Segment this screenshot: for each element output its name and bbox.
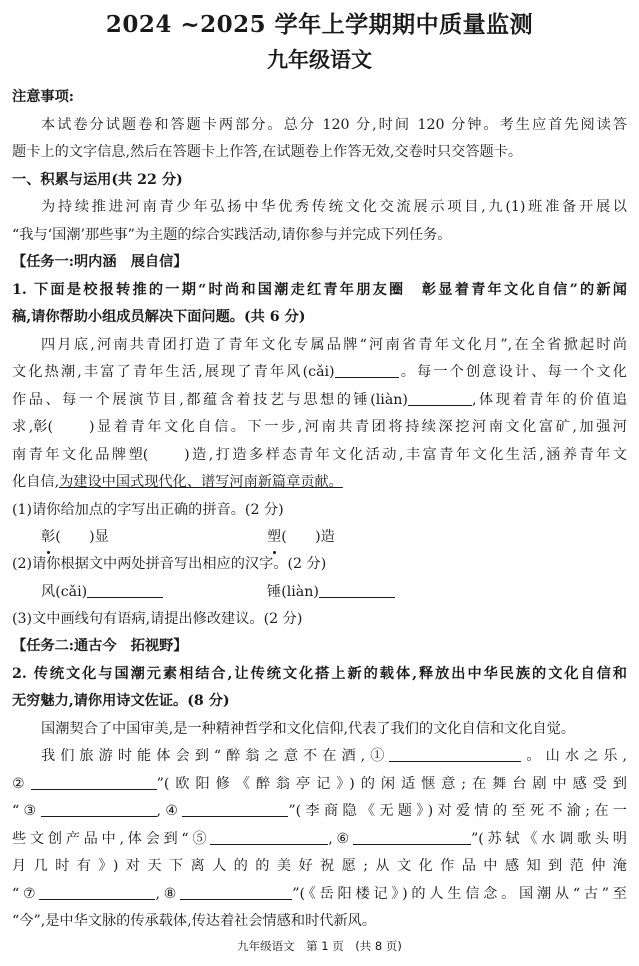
- answer-blank[interactable]: [389, 746, 521, 762]
- q2-line-2: 无穷魅力,请你用诗文佐证。(8 分): [12, 693, 230, 709]
- pinyin-item-text: ( )造: [281, 529, 335, 545]
- notice-heading: 注意事项:: [12, 89, 74, 105]
- poem-line-6: 月几时有》)对天下离人的的美好祝愿;从文化作品中感知到范仲淹: [12, 858, 627, 874]
- news-text: 。每一个创意设计、每一个文化: [398, 364, 627, 380]
- poem-text: ,⑥: [328, 830, 353, 847]
- notice-line-1: 本试卷分试题卷和答题卡两部分。总分 120 分,时间 120 分钟。考生应首先阅读答: [41, 116, 627, 133]
- q1-sub-1: (1)请你给加点的字写出正确的拼音。(2 分): [12, 501, 284, 518]
- q1-sub-3: (3)文中画线句有语病,请提出修改建议。(2 分): [12, 610, 303, 627]
- q2-line-1: 2. 传统文化与国潮元素相结合,让传统文化搭上新的载体,释放出中华民族的文化自信和: [12, 665, 627, 682]
- dotted-char: 塑: [129, 442, 143, 470]
- q1-line-1: 1. 下面是校报转推的一期“时尚和国潮走红青年朋友圈 彰显着青年文化自信”的新闻: [12, 281, 627, 298]
- poem-text: 我们旅游时能体会到“醉翁之意不在酒,①: [41, 748, 390, 764]
- exam-title: 2024 ~2025 学年上学期期中质量监测: [105, 11, 534, 38]
- notice-line-2: 题卡上的文字信息,然后在答题卡上作答,在试题卷上作答无效,交卷时只交答题卡。: [12, 144, 523, 160]
- answer-blank[interactable]: [408, 390, 472, 406]
- hanzi-item-text: 风(cǎi): [41, 583, 88, 600]
- news-line-2: [12, 359, 627, 387]
- poem-text: 。山水之乐,: [521, 748, 627, 764]
- answer-blank[interactable]: [353, 829, 471, 845]
- news-text: 作品、每一个展演节目,都蕴含着技艺与思想的锤(liàn): [12, 391, 408, 408]
- pinyin-item-text: ( )显: [55, 529, 109, 545]
- exam-subject: 九年级语文: [267, 47, 372, 72]
- answer-blank[interactable]: [87, 582, 163, 598]
- poem-line-1: 国潮契合了中国审美,是一种精神哲学和文化信仰,代表了我们的文化自信和文化自觉。: [41, 720, 575, 737]
- task2-heading: 【任务二:通古今 拓视野】: [12, 638, 188, 654]
- underlined-sentence: 为建设中国式现代化、谱写河南新篇章贡献。: [59, 474, 343, 490]
- q1-line-2: 稿,请你帮助小组成员解决下面问题。(共 6 分): [12, 309, 306, 325]
- news-text: ( )显着青年文化自信。下一步,河南共青团将持续深挖河南文化富矿,加强河: [47, 419, 627, 435]
- news-text: 南青年文化品牌: [12, 446, 129, 463]
- page-footer: 九年级语文 第 1 页 (共 8 页): [237, 939, 402, 953]
- dotted-char: 彰: [41, 524, 55, 551]
- poem-text: ”(《岳阳楼记》)的人生信念。国潮从“古”至: [292, 885, 627, 902]
- poem-text: 些文创产品中,体会到“⑤: [12, 830, 211, 847]
- news-line-3: [12, 387, 627, 415]
- poem-line-8: “今”,是中华文脉的传承载体,传达着社会情感和时代新风。: [12, 913, 377, 929]
- news-line-5: [12, 442, 627, 470]
- pinyin-item-su[interactable]: [267, 524, 493, 551]
- answer-blank[interactable]: [39, 884, 155, 900]
- poem-text: ,④: [156, 803, 183, 819]
- answer-blank[interactable]: [210, 829, 328, 845]
- q1-sub-2-items: [12, 579, 627, 606]
- poem-line-7: [12, 881, 627, 909]
- dotted-char: 塑: [267, 524, 281, 551]
- part1-intro-1: 为持续推进河南青少年弘扬中华优秀传统文化交流展示项目,九(1)班准备开展以: [41, 199, 627, 215]
- poem-text: ,⑧: [155, 885, 181, 902]
- answer-blank[interactable]: [41, 801, 157, 817]
- poem-text: ”(李商隐《无题》)对爱情的至死不渝;在一: [288, 803, 627, 819]
- news-text: 文化热潮,丰富了青年生活,展现了青年风(cǎi): [12, 364, 335, 380]
- dotted-char: 彰: [33, 414, 47, 442]
- news-line-1: [12, 332, 627, 360]
- part1-intro-2: “我与‘国潮’那些事”为主题的综合实践活动,请你参与并完成下列任务。: [12, 226, 452, 243]
- news-text: ,体现着青年的价值追: [471, 391, 627, 408]
- poem-text: ②: [12, 775, 31, 792]
- poem-text: ”(欧阳修《醉翁亭记》)的闲适惬意;在舞台剧中感受到: [156, 775, 627, 792]
- hanzi-item-text: 锤(liàn): [267, 583, 319, 600]
- poem-text: “③: [12, 803, 41, 819]
- poem-text: “⑦: [12, 885, 40, 902]
- poem-line-2: [12, 743, 627, 771]
- answer-blank[interactable]: [182, 801, 288, 817]
- poem-line-4: [12, 798, 627, 826]
- q1-sub-1-items: [12, 524, 627, 551]
- hanzi-item-cai: [41, 579, 267, 606]
- answer-blank[interactable]: [31, 774, 157, 790]
- part1-heading: 一、积累与运用(共 22 分): [12, 171, 183, 188]
- answer-blank[interactable]: [335, 362, 399, 378]
- answer-blank[interactable]: [319, 582, 395, 598]
- poem-line-3: [12, 771, 627, 799]
- news-text: 化自信,: [12, 474, 60, 490]
- news-text: 求,: [12, 419, 34, 435]
- answer-blank[interactable]: [180, 884, 292, 900]
- news-line-4: [12, 414, 627, 442]
- news-text: ( )造,打造多样态青年文化活动,丰富青年文化生活,涵养青年文: [142, 446, 627, 463]
- task1-heading: 【任务一:明内涵 展自信】: [12, 254, 188, 270]
- poem-line-5: [12, 826, 627, 854]
- q1-sub-2: (2)请你根据文中两处拼音写出相应的汉字。(2 分): [12, 556, 327, 572]
- pinyin-item-zhang[interactable]: [41, 524, 267, 551]
- poem-text: ”(苏轼《水调歌头明: [470, 830, 627, 847]
- hanzi-item-lian: [267, 579, 493, 606]
- news-line-6: [12, 469, 627, 497]
- news-text: 四月底,河南共青团打造了青年文化专属品牌“河南省青年文化月”,在全省掀起时尚: [41, 336, 627, 353]
